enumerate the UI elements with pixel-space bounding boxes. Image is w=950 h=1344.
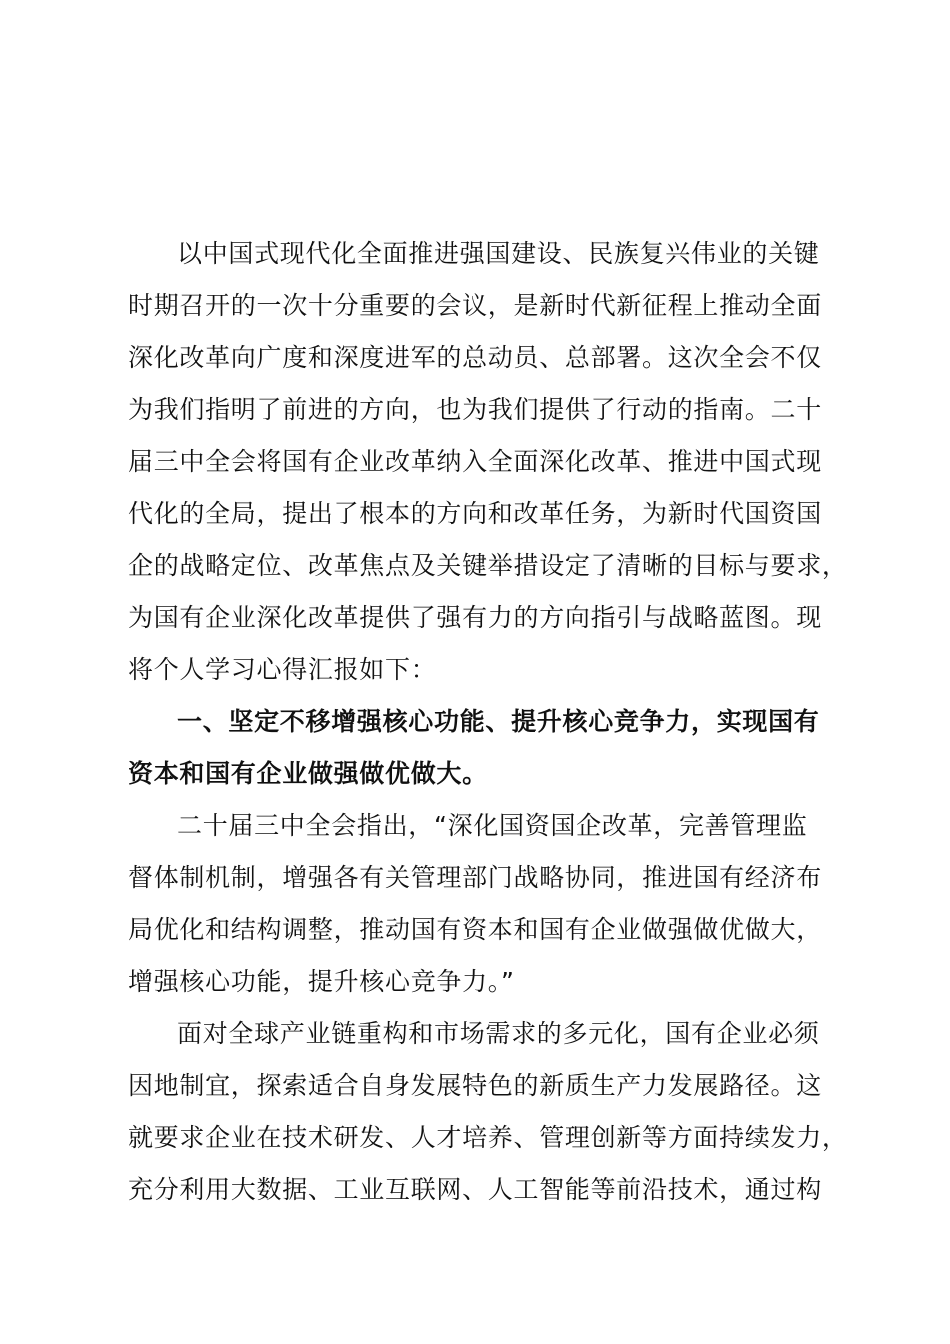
paragraph-1-line: 为我们指明了前进的方向，也为我们提供了行动的指南。二十 [128,395,822,424]
paragraph-2-line: 局优化和结构调整，推动国有资本和国有企业做强做优做大， [128,915,822,944]
paragraph-1-line: 企的战略定位、改革焦点及关键举措设定了清晰的目标与要求， [128,551,848,580]
paragraph-1-line: 为国有企业深化改革提供了强有力的方向指引与战略蓝图。现 [128,603,822,632]
paragraph-3-line: 充分利用大数据、工业互联网、人工智能等前沿技术，通过构 [128,1175,822,1204]
paragraph-1-line: 时期召开的一次十分重要的会议，是新时代新征程上推动全面 [128,291,822,320]
paragraph-2-line: 二十届三中全会指出，“深化国资国企改革，完善管理监 [177,811,808,840]
section-heading-line: 一、坚定不移增强核心功能、提升核心竞争力，实现国有 [177,707,820,736]
section-heading-line: 资本和国有企业做强做优做大。 [128,759,488,788]
paragraph-1-line: 将个人学习心得汇报如下： [128,655,437,684]
paragraph-1-line: 届三中全会将国有企业改革纳入全面深化改革、推进中国式现 [128,447,822,476]
paragraph-3-line: 因地制宜，探索适合自身发展特色的新质生产力发展路径。这 [128,1071,822,1100]
paragraph-1-line: 深化改革向广度和深度进军的总动员、总部署。这次全会不仅 [128,343,822,372]
paragraph-2-line: 增强核心功能，提升核心竞争力。” [128,967,515,996]
paragraph-3-line: 就要求企业在技术研发、人才培养、管理创新等方面持续发力， [128,1123,848,1152]
paragraph-3-line: 面对全球产业链重构和市场需求的多元化，国有企业必须 [177,1019,820,1048]
paragraph-1-line: 以中国式现代化全面推进强国建设、民族复兴伟业的关键 [177,239,820,268]
paragraph-1-line: 代化的全局，提出了根本的方向和改革任务，为新时代国资国 [128,499,822,528]
paragraph-2-line: 督体制机制，增强各有关管理部门战略协同，推进国有经济布 [128,863,822,892]
